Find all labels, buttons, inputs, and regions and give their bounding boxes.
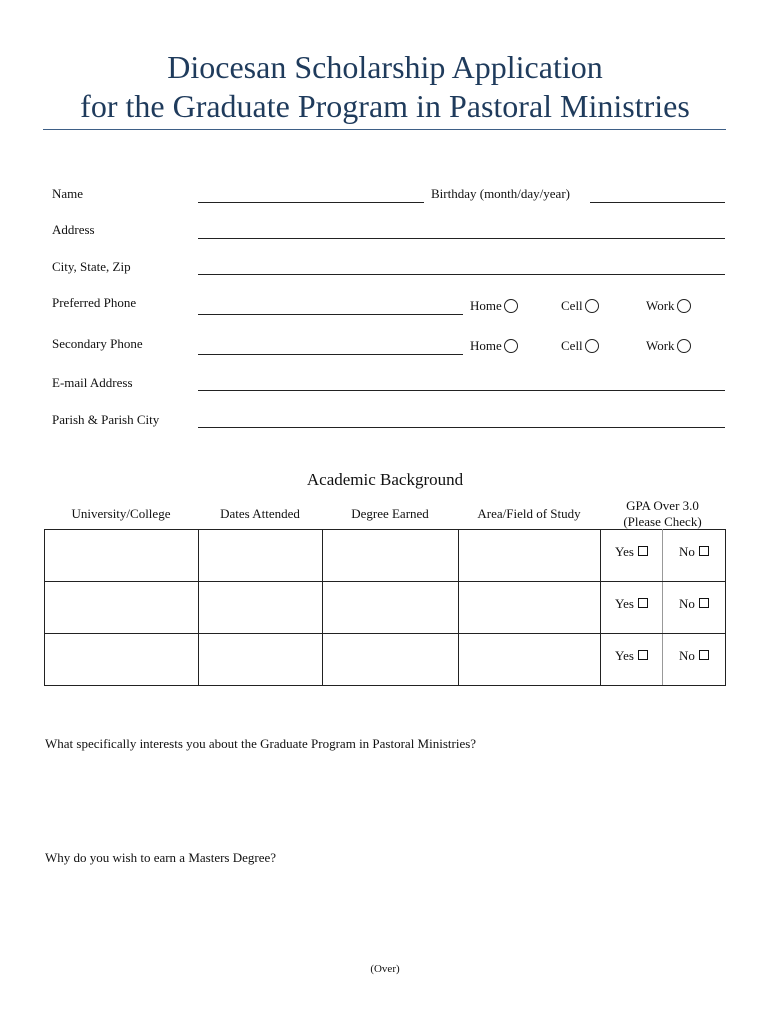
birthday-label: Birthday (month/day/year) — [431, 186, 570, 201]
field-column-header: Area/Field of Study — [477, 506, 581, 521]
preferred-phone-home-option[interactable] — [470, 298, 518, 314]
question-masters: Why do you wish to earn a Masters Degree? — [45, 850, 277, 865]
field-cell[interactable] — [459, 582, 601, 634]
no-label: No — [679, 647, 695, 663]
email-label: E-mail Address — [52, 375, 133, 390]
table-row — [45, 530, 726, 582]
yes-label: Yes — [615, 647, 634, 663]
field-cell[interactable] — [459, 634, 601, 686]
field-cell[interactable] — [459, 530, 601, 582]
secondary-phone-work-option[interactable] — [646, 338, 691, 354]
checkbox-icon[interactable] — [699, 650, 709, 660]
checkbox-icon[interactable] — [638, 650, 648, 660]
no-label: No — [679, 595, 695, 611]
degree-cell[interactable] — [323, 634, 459, 686]
gpa-yes-cell[interactable] — [601, 634, 663, 686]
form-title-line-2: for the Graduate Program in Pastoral Ministries — [80, 88, 690, 124]
university-cell[interactable] — [45, 634, 199, 686]
university-cell[interactable] — [45, 530, 199, 582]
home-option-label: Home — [470, 338, 502, 353]
yes-label: Yes — [615, 595, 634, 611]
gpa-yes-cell[interactable] — [601, 582, 663, 634]
degree-cell[interactable] — [323, 582, 459, 634]
radio-circle-icon[interactable] — [585, 339, 599, 353]
preferred-phone-input-line[interactable] — [198, 314, 463, 315]
dates-cell[interactable] — [199, 530, 323, 582]
secondary-phone-label: Secondary Phone — [52, 336, 143, 351]
table-row — [45, 582, 726, 634]
secondary-phone-home-option[interactable] — [470, 338, 518, 354]
academic-background-heading: Academic Background — [306, 470, 464, 489]
work-option-label: Work — [646, 298, 675, 313]
city-state-zip-input-line[interactable] — [198, 274, 725, 275]
dates-column-header: Dates Attended — [220, 506, 300, 521]
gpa-header-line-1: GPA Over 3.0 — [626, 498, 699, 513]
gpa-no-cell[interactable] — [663, 634, 726, 686]
work-option-label: Work — [646, 338, 675, 353]
university-cell[interactable] — [45, 582, 199, 634]
table-row — [45, 634, 726, 686]
cell-option-label: Cell — [561, 298, 583, 313]
dates-cell[interactable] — [199, 582, 323, 634]
no-label: No — [679, 543, 695, 559]
question-interest: What specifically interests you about the Graduate Program in Pastoral Ministries? — [45, 736, 477, 751]
name-label: Name — [52, 186, 84, 201]
form-title-line-1: Diocesan Scholarship Application — [167, 49, 603, 85]
form-title — [0, 48, 770, 126]
preferred-phone-work-option[interactable] — [646, 298, 691, 314]
checkbox-icon[interactable] — [699, 598, 709, 608]
title-divider — [43, 129, 726, 130]
secondary-phone-cell-option[interactable] — [561, 338, 599, 354]
gpa-yes-cell[interactable] — [601, 530, 663, 582]
university-column-header: University/College — [71, 506, 171, 521]
gpa-header-line-2: (Please Check) — [623, 514, 702, 529]
city-state-zip-label: City, State, Zip — [52, 259, 131, 274]
radio-circle-icon[interactable] — [504, 339, 518, 353]
radio-circle-icon[interactable] — [677, 299, 691, 313]
degree-column-header: Degree Earned — [351, 506, 429, 521]
radio-circle-icon[interactable] — [585, 299, 599, 313]
home-option-label: Home — [470, 298, 502, 313]
gpa-no-cell[interactable] — [663, 530, 726, 582]
degree-cell[interactable] — [323, 530, 459, 582]
gpa-column-header — [600, 498, 725, 530]
parish-label: Parish & Parish City — [52, 412, 160, 427]
yes-label: Yes — [615, 543, 634, 559]
preferred-phone-label: Preferred Phone — [52, 295, 137, 310]
address-label: Address — [52, 222, 95, 237]
birthday-input-line[interactable] — [590, 202, 725, 203]
checkbox-icon[interactable] — [699, 546, 709, 556]
checkbox-icon[interactable] — [638, 598, 648, 608]
preferred-phone-cell-option[interactable] — [561, 298, 599, 314]
page-footer-over: (Over) — [370, 963, 400, 975]
checkbox-icon[interactable] — [638, 546, 648, 556]
name-input-line[interactable] — [198, 202, 424, 203]
address-input-line[interactable] — [198, 238, 725, 239]
cell-option-label: Cell — [561, 338, 583, 353]
email-input-line[interactable] — [198, 390, 725, 391]
radio-circle-icon[interactable] — [677, 339, 691, 353]
radio-circle-icon[interactable] — [504, 299, 518, 313]
dates-cell[interactable] — [199, 634, 323, 686]
gpa-no-cell[interactable] — [663, 582, 726, 634]
academic-background-table — [44, 529, 726, 686]
secondary-phone-input-line[interactable] — [198, 354, 463, 355]
parish-input-line[interactable] — [198, 427, 725, 428]
